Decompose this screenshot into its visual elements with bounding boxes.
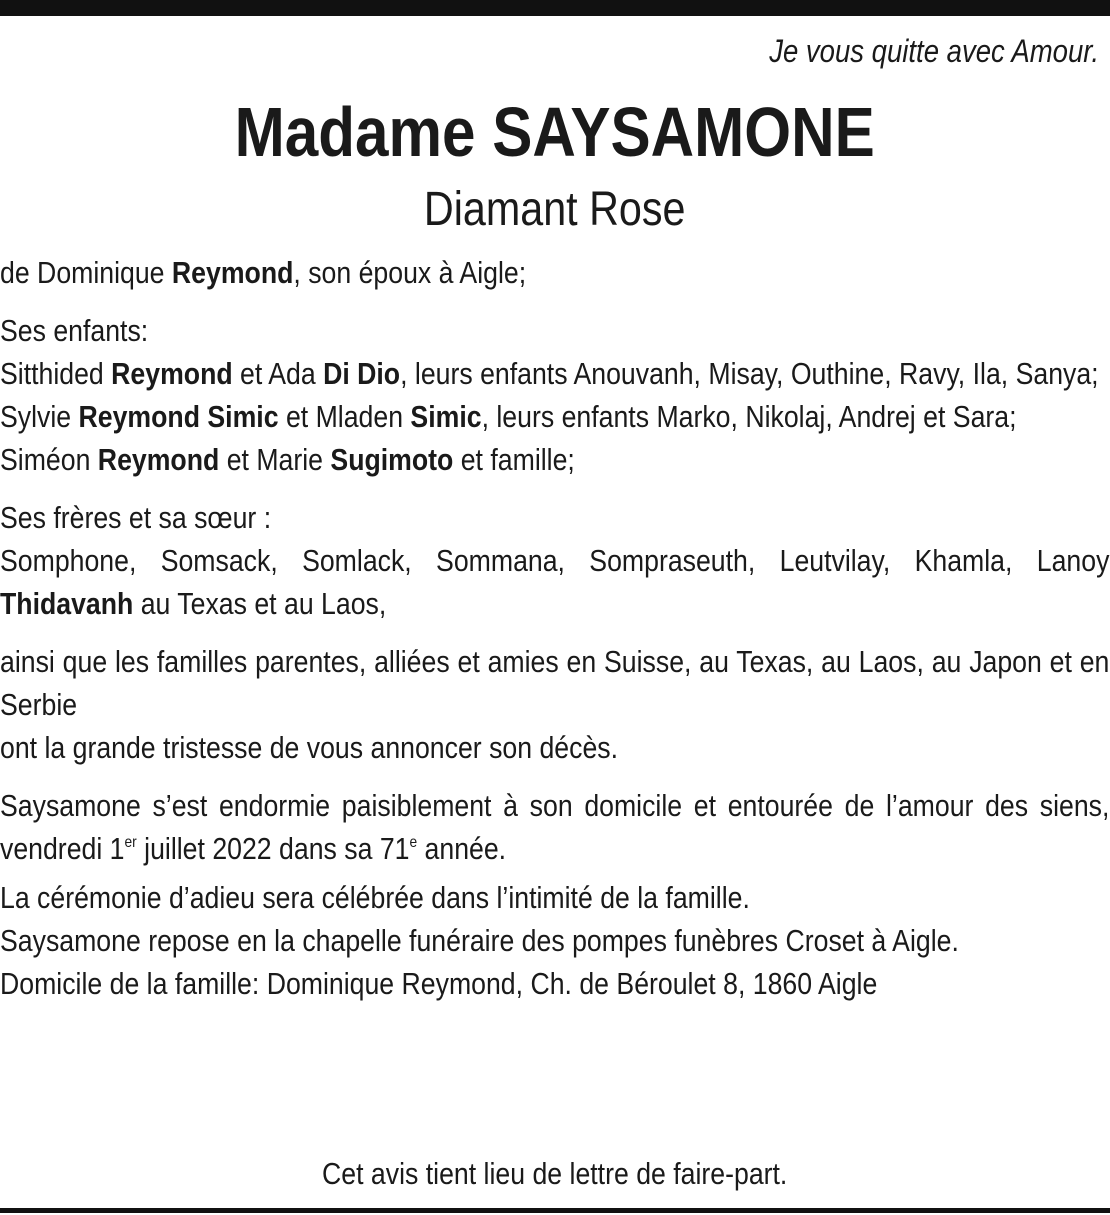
ordinal-suffix: e [409, 834, 418, 851]
death-date-text: l’amour des siens, vendredi 1 [0, 788, 1110, 866]
age-text: juillet 2022 dans sa 71 [136, 831, 410, 866]
family-text: et famille; [453, 442, 575, 477]
siblings-line [0, 539, 1109, 625]
sibling-surname: Thidavanh [0, 586, 134, 621]
children-line [0, 438, 1109, 481]
chapel-text-cont: Aigle. [892, 923, 959, 958]
children-heading: Ses enfants: [0, 313, 149, 348]
grandchildren-text-cont: et Sara; [923, 399, 1017, 434]
child-surname: Reymond [97, 442, 220, 477]
child-surname: Reymond Simic [78, 399, 279, 434]
children-line [0, 352, 1109, 395]
top-rule [0, 0, 1110, 16]
chapel-text: Saysamone repose en la chapelle funéraire des pompes funèbres Croset à [0, 923, 887, 958]
child-name: Siméon [0, 442, 98, 477]
grandchildren-text: , leurs enfants Marko, Nikolaj, Andrej [481, 399, 916, 434]
spouse-surname: Reymond [171, 255, 294, 290]
sibling-name: Lanoy [1036, 543, 1110, 578]
bottom-rule [0, 1208, 1110, 1213]
family-address: Domicile de la famille: Dominique Reymond, Ch. de Béroulet 8, 1860 Aigle [0, 966, 878, 1001]
partner-surname: Sugimoto [330, 442, 454, 477]
ordinal-suffix: er [124, 834, 137, 851]
grandchildren-text: , leurs enfants Anouvanh, Misay, Outhine, [400, 356, 892, 391]
closing-note: Cet avis tient lieu de lettre de faire-part. [322, 1156, 788, 1191]
ceremony-line: La cérémonie d’adieu sera célébrée dans l’intimité de la famille. [0, 880, 750, 915]
child-name: Sylvie [0, 399, 79, 434]
families-text: ainsi que les familles parentes, alliées et amies en Suisse, au Texas, au Laos, [0, 644, 924, 679]
siblings-location: au Texas et au Laos, [133, 586, 387, 621]
partner-name: et Marie [219, 442, 331, 477]
partner-name: et Ada [232, 356, 324, 391]
families-text-cont: au Japon et en Serbie [0, 644, 1110, 722]
year-text: année. [417, 831, 507, 866]
notice-body [0, 251, 1109, 1005]
partner-surname: Simic [410, 399, 482, 434]
children-line [0, 395, 1109, 438]
announcement-line: ont la grande tristesse de vous annoncer son décès. [0, 730, 619, 765]
spouse-text-end: , son époux à Aigle; [293, 255, 527, 290]
child-surname: Reymond [111, 356, 233, 391]
motto: Je vous quitte avec Amour. [769, 33, 1100, 69]
deceased-name: Madame SAYSAMONE [234, 93, 875, 171]
grandchildren-text-cont: Ravy, Ila, Sanya; [899, 356, 1099, 391]
families-line [0, 640, 1109, 726]
spouse-line [0, 251, 1109, 294]
siblings-names: Somphone, Somsack, Somlack, Sommana, Sompraseuth, Leutvilay, Khamla, [0, 543, 1013, 578]
partner-name: et Mladen [278, 399, 411, 434]
death-details [0, 784, 1109, 876]
spouse-text: de Dominique [0, 255, 172, 290]
partner-surname: Di Dio [323, 356, 401, 391]
death-text: Saysamone s’est endormie paisiblement à son domicile et entourée de [0, 788, 875, 823]
siblings-heading: Ses frères et sa sœur : [0, 500, 272, 535]
deceased-first-name: Diamant Rose [423, 183, 686, 236]
chapel-line [0, 919, 1109, 962]
child-name: Sitthided [0, 356, 112, 391]
